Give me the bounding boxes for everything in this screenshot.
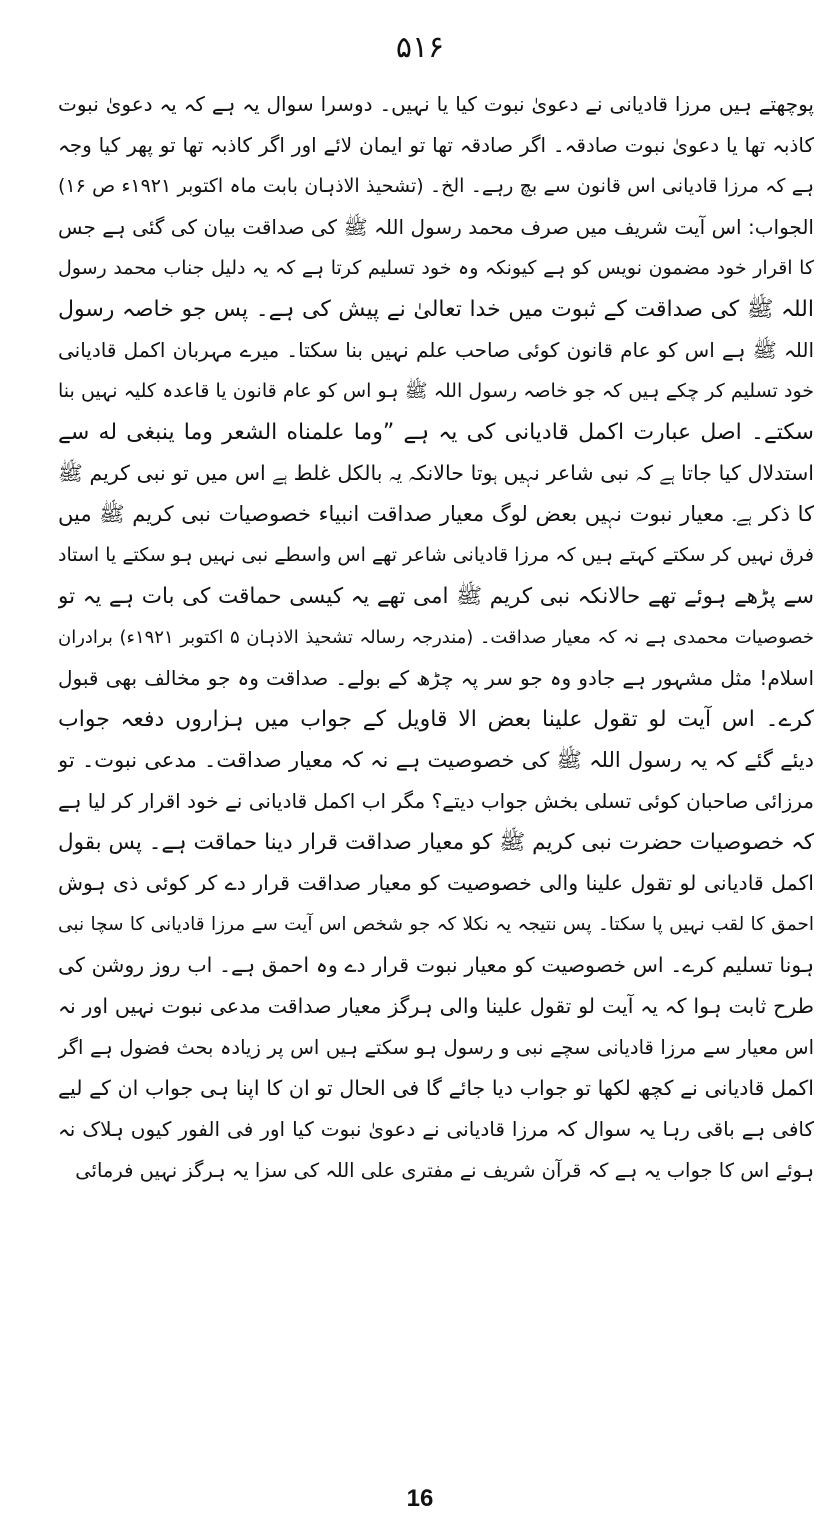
page-number-urdu: ۵۱۶: [395, 30, 445, 65]
text-line: ہونا تسلیم کرے۔ اس خصوصیت کو معیار نبوت قرار دے وہ احمق ہے۔ اب روز روشن کی: [58, 953, 814, 977]
text-line: سے پڑھے ہوئے تھے حالانکہ نبی کریم ﷺ امی تھے یہ کیسی حماقت کی بات ہے یہ تو: [58, 584, 814, 609]
text-line: اللہ ﷺ ہے اس کو عام قانون کوئی صاحب علم نہیں بنا سکتا۔ میرے مہربان اکمل قادیانی: [58, 338, 814, 362]
text-line: کاذبہ تھا یا دعویٰ نبوت صادقہ۔ اگر صادقہ تھا تو ایمان لائے اور اگر کاذبہ تھا تو پھر کیا وجہ: [58, 133, 814, 157]
text-line: کہ خصوصیات حضرت نبی کریم ﷺ کو معیار صداقت قرار دینا حماقت ہے۔ پس بقول: [58, 830, 814, 855]
page-number-footer: 16: [406, 1485, 434, 1512]
text-line: احمق کا لقب نہیں پا سکتا۔ پس نتیجہ یہ نکلا کہ جو شخص اس آیت سے مرزا قادیانی کا سچا نبی: [58, 914, 814, 935]
text-line: کافی ہے باقی رہا یہ سوال کہ مرزا قادیانی نے دعویٰ نبوت کیا اور فی الفور کیوں ہلاک نہ: [58, 1117, 814, 1141]
text-line: کا اقرار خود مضمون نویس کو ہے کیونکہ وہ خود تسلیم کرتا ہے کہ یہ دلیل جناب محمد رسول: [58, 257, 814, 279]
text-line: اللہ ﷺ کی صداقت کے ثبوت میں خدا تعالیٰ نے پیش کی ہے۔ پس جو خاصہ رسول: [58, 297, 814, 322]
text-line: ہے کہ مرزا قادیانی اس قانون سے بچ رہے۔ الخ۔ (تشحیذ الاذہان بابت ماہ اکتوبر ۱۹۲۱ء ص ۱۶): [58, 175, 814, 197]
text-line: خصوصیات محمدی ہے نہ کہ معیار صداقت۔ (مندرجہ رسالہ تشحیذ الاذہان ۵ اکتوبر ۱۹۲۱ء) برادران: [58, 627, 814, 648]
text-line: ہوئے اس کا جواب یہ ہے کہ قرآن شریف نے مفتری علی اللہ کی سزا یہ ہرگز نہیں فرمائی: [75, 1159, 814, 1182]
text-line: طرح ثابت ہوا کہ یہ آیت لو تقول علینا والی ہرگز معیار صداقت مدعی نبوت نہیں اور نہ: [58, 994, 814, 1018]
text-line: کا ذکر ہے۔ معیار نبوت نہیں بعض لوگ معیار صداقت انبیاء خصوصیات نبی کریم ﷺ میں: [58, 502, 814, 526]
body-text: [58, 84, 814, 1191]
text-line: پوچھتے ہیں مرزا قادیانی نے دعویٰ نبوت کیا یا نہیں۔ دوسرا سوال یہ ہے کہ یہ دعویٰ نبوت: [58, 92, 814, 116]
text-line: دیئے گئے کہ یہ رسول اللہ ﷺ کی خصوصیت ہے نہ کہ معیار صداقت۔ مدعی نبوت۔ تو: [58, 748, 814, 772]
text-line: سکتے۔ اصل عبارت اکمل قادیانی کی یہ ہے ”وما علمناه الشعر وما ینبغی له سے: [58, 420, 814, 445]
text-line: مرزائی صاحبان کوئی تسلی بخش جواب دیتے؟ مگر اب اکمل قادیانی نے خود اقرار کر لیا ہے: [58, 789, 814, 813]
text-line: اسلام! مثل مشہور ہے جادو وہ جو سر پہ چڑھ کے بولے۔ صداقت وہ جو مخالف بھی قبول: [58, 666, 814, 690]
text-line: استدلال کیا جاتا ہے کہ نبی شاعر نہیں ہوتا حالانکہ یہ بالکل غلط ہے اس میں تو نبی کریم ﷺ: [58, 461, 814, 485]
text-line: کرے۔ اس آیت لو تقول علینا بعض الا قاویل کے جواب میں ہزاروں دفعہ جواب: [58, 707, 814, 732]
text-line: الجواب: اس آیت شریف میں صرف محمد رسول اللہ ﷺ کی صداقت بیان کی گئی ہے جس: [58, 215, 814, 239]
text-line: فرق نہیں کر سکتے کہتے ہیں کہ مرزا قادیانی شاعر تھے اس واسطے نبی نہیں ہو سکتے یا استاد: [58, 544, 814, 566]
text-line: اس معیار سے مرزا قادیانی سچے نبی و رسول ہو سکتے ہیں اس پر زیادہ بحث فضول ہے اگر: [58, 1036, 814, 1059]
text-line: خود تسلیم کر چکے ہیں کہ جو خاصہ رسول اللہ ﷺ ہو اس کو عام قانون یا قاعدہ کلیہ نہیں بنا: [58, 380, 814, 402]
text-line: اکمل قادیانی نے کچھ لکھا تو جواب دیا جائے گا فی الحال تو ان کا اپنا ہی جواب ان کے لیے: [58, 1076, 814, 1100]
text-line: اکمل قادیانی لو تقول علینا والی خصوصیت کو معیار صداقت قرار دے کر کوئی ذی ہوش: [58, 871, 814, 895]
